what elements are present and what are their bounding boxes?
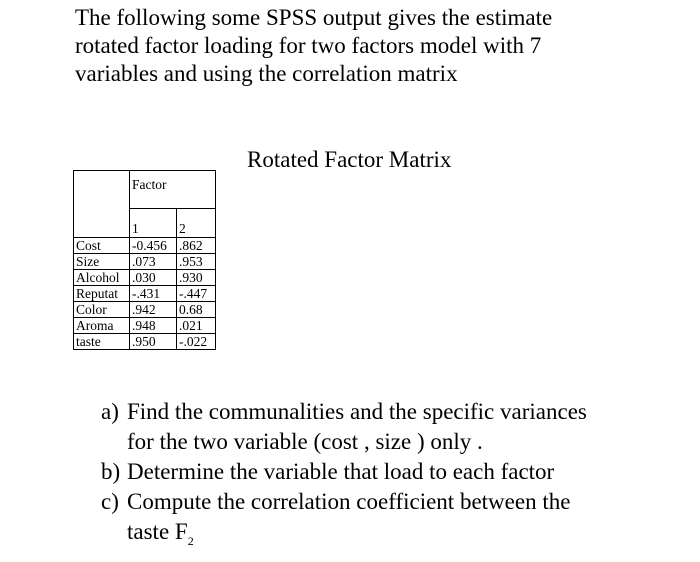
table-row [74,270,216,286]
question-label: c) [101,489,119,514]
factor-1-header: 1 [130,209,177,238]
factor-2-loading: .021 [177,318,216,334]
question-text: Compute the correlation coefficient between the taste F [127,489,571,544]
question-text: Determine the variable that load to each factor [127,459,555,484]
factor-header: Factor [130,171,216,209]
rotated-factor-matrix-table [73,170,216,350]
factor-2-loading: .953 [177,254,216,270]
corner-cell [74,171,130,238]
factor-1-loading: .073 [130,254,177,270]
variable-name: Cost [74,238,130,254]
variable-name: Aroma [74,318,130,334]
factor-1-loading: -0.456 [130,238,177,254]
factor-2-header: 2 [177,209,216,238]
factor-1-loading: .950 [130,334,177,350]
question-item [101,397,691,457]
question-label: b) [101,459,121,484]
variable-name: Size [74,254,130,270]
table-row [74,238,216,254]
factor-1-loading: .030 [130,270,177,286]
factor-subscript: 2 [187,534,194,548]
table-row [74,286,216,302]
question-item [101,457,691,487]
matrix-title: Rotated Factor Matrix [247,147,452,172]
variable-name: taste [74,334,130,350]
question-item [101,487,691,556]
factor-1-loading: .942 [130,302,177,318]
factor-2-loading: .930 [177,270,216,286]
factor-2-loading: 0.68 [177,302,216,318]
question-label: a) [101,399,119,424]
variable-name: Color [74,302,130,318]
intro-paragraph: The following some SPSS output gives the estimate rotated factor loading for two factors model with 7 variables and using the correlation matrix [75,5,553,86]
question-text-with-subscript [127,487,691,556]
table-row [74,334,216,350]
variable-name: Reputat [74,286,130,302]
table-row [74,254,216,270]
factor-header-row [74,171,216,209]
factor-2-loading: .862 [177,238,216,254]
factor-1-loading: .948 [130,318,177,334]
factor-2-loading: -.022 [177,334,216,350]
question-list [101,397,691,556]
variable-name: Alcohol [74,270,130,286]
table-row [74,302,216,318]
table-row [74,318,216,334]
factor-1-loading: -.431 [130,286,177,302]
question-text: Find the communalities and the specific variances for the two variable (cost , size ) only . [127,399,587,454]
factor-2-loading: -.447 [177,286,216,302]
